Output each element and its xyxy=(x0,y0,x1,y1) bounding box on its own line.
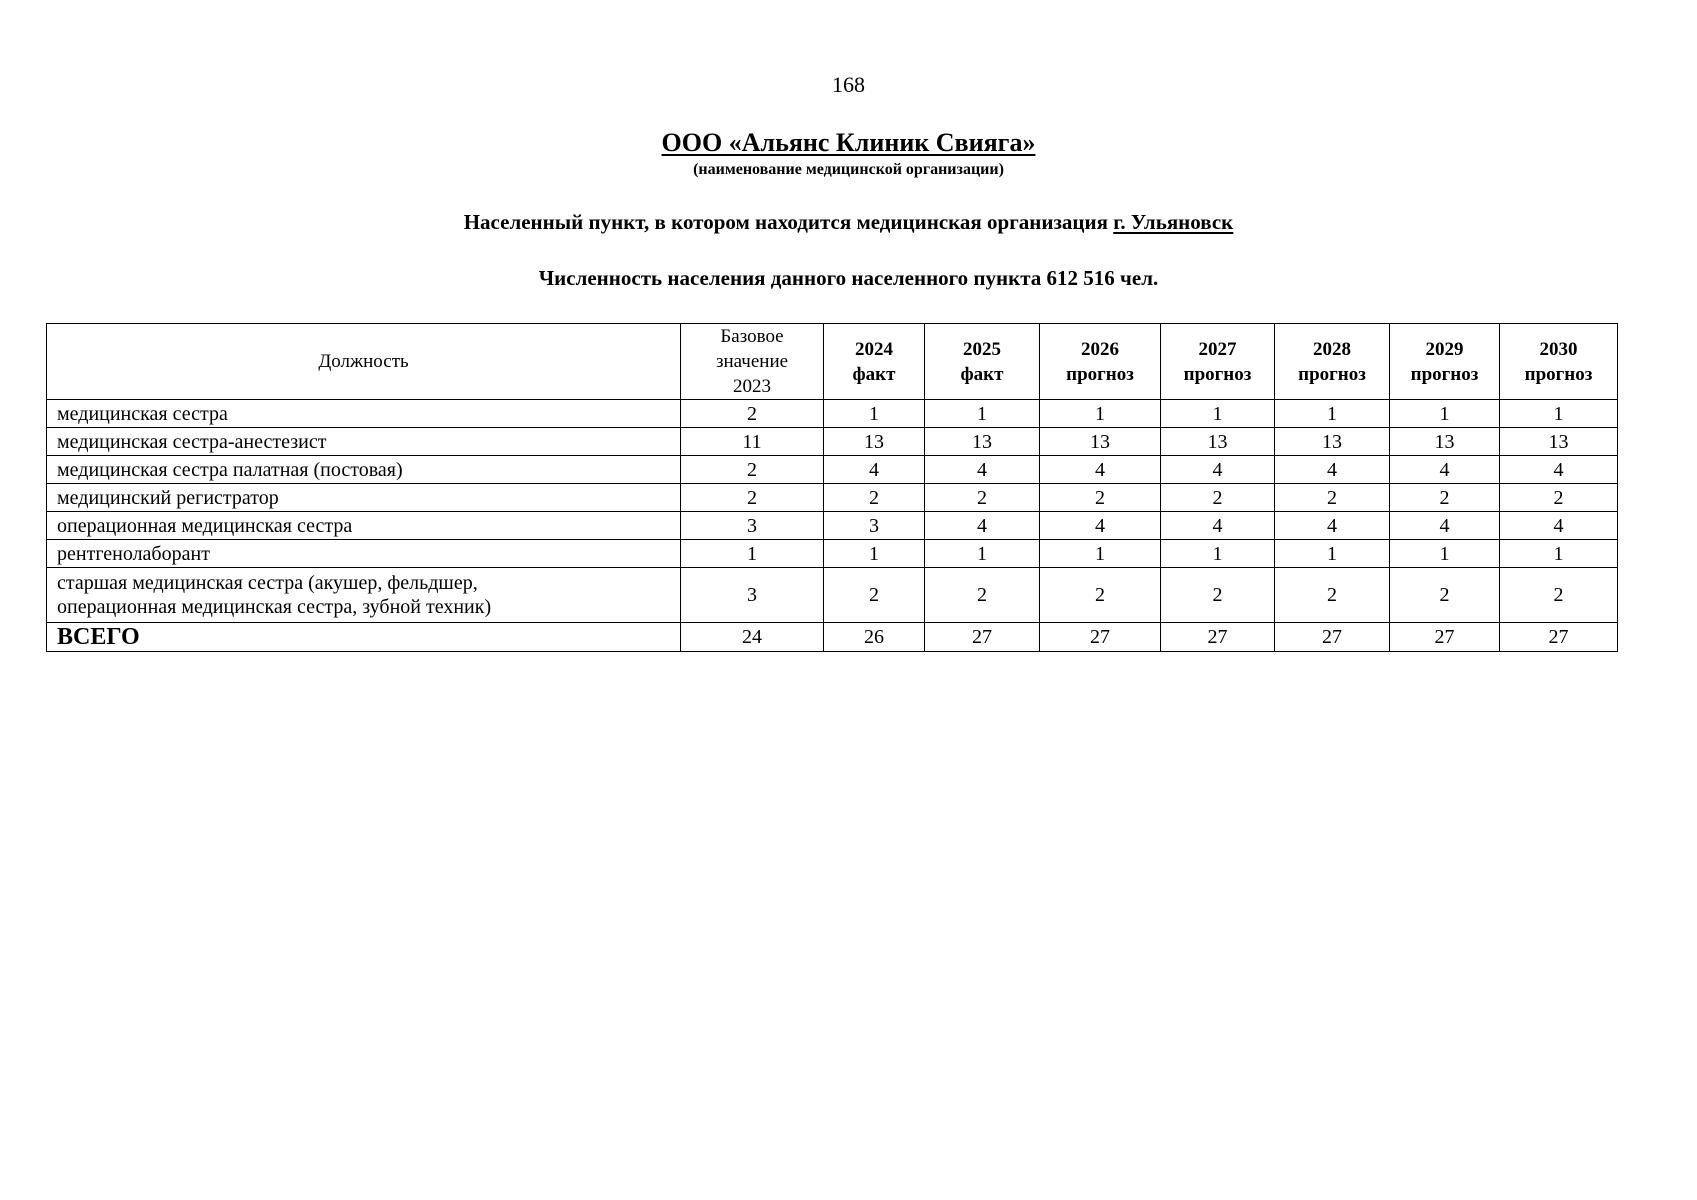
table-row xyxy=(47,540,1618,568)
header-base-line: значение xyxy=(715,351,789,372)
organization-name xyxy=(0,128,1697,158)
value-cell: 2 xyxy=(1390,568,1500,623)
total-label: ВСЕГО xyxy=(47,623,681,652)
table-header-row xyxy=(47,324,1618,400)
value-cell: 2 xyxy=(681,456,824,484)
header-kind: прогноз xyxy=(1524,363,1593,385)
table-row xyxy=(47,400,1618,428)
locality-label: Населенный пункт, в котором находится медицинская организация xyxy=(463,210,1108,234)
value-cell: 4 xyxy=(1040,512,1161,540)
header-kind: прогноз xyxy=(1066,363,1134,385)
locality-line xyxy=(0,210,1697,235)
position-name: медицинский регистратор xyxy=(47,484,681,512)
value-cell: 1 xyxy=(1390,540,1500,568)
header-year-2029 xyxy=(1390,324,1500,400)
position-name: медицинская сестра-анестезист xyxy=(47,428,681,456)
header-kind: прогноз xyxy=(1410,363,1479,385)
population-line: Численность населения данного населенного пункта 612 516 чел. xyxy=(538,266,1159,290)
value-cell: 1 xyxy=(1161,400,1275,428)
table-row xyxy=(47,512,1618,540)
organization-name-text: ООО «Альянс Клиник Свияга» xyxy=(661,128,1036,157)
total-value-cell: 27 xyxy=(1275,623,1390,652)
header-year-2025 xyxy=(925,324,1040,400)
value-cell: 1 xyxy=(1390,400,1500,428)
table-row xyxy=(47,456,1618,484)
header-kind: прогноз xyxy=(1298,363,1366,385)
value-cell: 4 xyxy=(1161,456,1275,484)
value-cell: 2 xyxy=(1161,484,1275,512)
value-cell: 2 xyxy=(681,400,824,428)
header-position: Должность xyxy=(47,324,681,400)
value-cell: 1 xyxy=(1275,400,1390,428)
header-year: 2026 xyxy=(1081,338,1119,360)
header-base-line: Базовое xyxy=(720,326,784,347)
header-year: 2024 xyxy=(855,338,893,360)
value-cell: 1 xyxy=(681,540,824,568)
value-cell: 11 xyxy=(681,428,824,456)
value-cell: 2 xyxy=(1275,484,1390,512)
value-cell: 2 xyxy=(1040,568,1161,623)
position-name-line: операционная медицинская сестра, зубной техник) xyxy=(57,596,492,618)
position-name: медицинская сестра xyxy=(47,400,681,428)
value-cell: 13 xyxy=(1161,428,1275,456)
value-cell: 4 xyxy=(1040,456,1161,484)
value-cell: 4 xyxy=(1161,512,1275,540)
value-cell: 13 xyxy=(925,428,1040,456)
value-cell: 4 xyxy=(925,512,1040,540)
header-year: 2030 xyxy=(1539,338,1578,360)
locality-city: г. Ульяновск xyxy=(1113,210,1234,234)
value-cell: 13 xyxy=(1040,428,1161,456)
total-value-cell: 27 xyxy=(1390,623,1500,652)
total-value-cell: 26 xyxy=(824,623,925,652)
value-cell: 2 xyxy=(824,568,925,623)
value-cell: 1 xyxy=(824,540,925,568)
value-cell: 1 xyxy=(1500,540,1618,568)
value-cell: 4 xyxy=(1390,512,1500,540)
total-value-cell: 27 xyxy=(925,623,1040,652)
total-row xyxy=(47,623,1618,652)
value-cell: 1 xyxy=(1040,540,1161,568)
table-row xyxy=(47,484,1618,512)
header-year: 2028 xyxy=(1313,338,1351,360)
value-cell: 2 xyxy=(925,484,1040,512)
value-cell: 1 xyxy=(925,540,1040,568)
position-name: рентгенолаборант xyxy=(47,540,681,568)
table-row xyxy=(47,428,1618,456)
total-value-cell: 27 xyxy=(1040,623,1161,652)
position-name xyxy=(47,568,681,623)
header-kind: прогноз xyxy=(1183,363,1252,385)
header-base-value xyxy=(681,324,824,400)
header-year-2028 xyxy=(1275,324,1390,400)
header-year: 2027 xyxy=(1198,338,1237,360)
value-cell: 4 xyxy=(1275,512,1390,540)
value-cell: 1 xyxy=(925,400,1040,428)
value-cell: 4 xyxy=(1275,456,1390,484)
header-year-2027 xyxy=(1161,324,1275,400)
value-cell: 2 xyxy=(1500,484,1618,512)
value-cell: 2 xyxy=(1500,568,1618,623)
value-cell: 2 xyxy=(1040,484,1161,512)
value-cell: 1 xyxy=(1040,400,1161,428)
position-name-line: старшая медицинская сестра (акушер, фельдшер, xyxy=(57,572,478,594)
header-year: 2029 xyxy=(1425,338,1464,360)
value-cell: 4 xyxy=(1500,512,1618,540)
value-cell: 13 xyxy=(824,428,925,456)
header-base-line: 2023 xyxy=(733,376,771,397)
position-name: операционная медицинская сестра xyxy=(47,512,681,540)
value-cell: 4 xyxy=(925,456,1040,484)
header-year: 2025 xyxy=(963,338,1001,360)
value-cell: 2 xyxy=(1390,484,1500,512)
value-cell: 3 xyxy=(681,512,824,540)
header-year-2026 xyxy=(1040,324,1161,400)
value-cell: 2 xyxy=(1275,568,1390,623)
value-cell: 2 xyxy=(925,568,1040,623)
total-value-cell: 24 xyxy=(681,623,824,652)
value-cell: 4 xyxy=(1500,456,1618,484)
value-cell: 4 xyxy=(824,456,925,484)
position-name: медицинская сестра палатная (постовая) xyxy=(47,456,681,484)
total-value-cell: 27 xyxy=(1500,623,1618,652)
value-cell: 13 xyxy=(1390,428,1500,456)
header-year-2030 xyxy=(1500,324,1618,400)
value-cell: 2 xyxy=(681,484,824,512)
value-cell: 4 xyxy=(1390,456,1500,484)
value-cell: 2 xyxy=(1161,568,1275,623)
value-cell: 13 xyxy=(1500,428,1618,456)
staffing-table xyxy=(46,323,1618,652)
value-cell: 3 xyxy=(681,568,824,623)
value-cell: 2 xyxy=(824,484,925,512)
value-cell: 1 xyxy=(1161,540,1275,568)
organization-caption: (наименование медицинской организации) xyxy=(693,161,1004,178)
total-value-cell: 27 xyxy=(1161,623,1275,652)
value-cell: 1 xyxy=(1275,540,1390,568)
page-number: 168 xyxy=(832,72,865,97)
value-cell: 1 xyxy=(1500,400,1618,428)
value-cell: 1 xyxy=(824,400,925,428)
header-kind: факт xyxy=(852,363,896,385)
value-cell: 3 xyxy=(824,512,925,540)
header-year-2024 xyxy=(824,324,925,400)
value-cell: 13 xyxy=(1275,428,1390,456)
table-row xyxy=(47,568,1618,623)
header-kind: факт xyxy=(960,363,1004,385)
